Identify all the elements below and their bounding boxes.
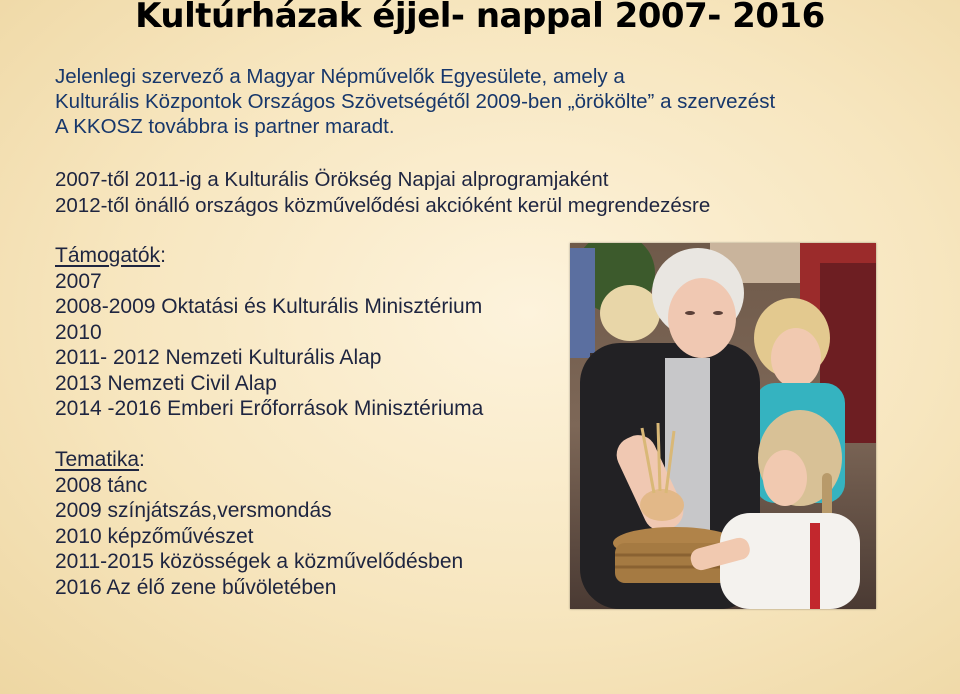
supporter-item: 2013 Nemzeti Civil Alap [55, 371, 277, 395]
theme-item: 2011-2015 közösségek a közművelődésben [55, 550, 464, 573]
supporters-heading: Támogatók: [55, 244, 166, 267]
program-history [55, 167, 935, 218]
supporter-item: 2010 [55, 320, 102, 344]
themes-section [55, 447, 575, 600]
supporter-item: 2007 [55, 269, 102, 293]
event-photo [570, 243, 876, 609]
slide-title: Kultúrházak éjjel- nappal 2007- 2016 [135, 0, 825, 36]
supporters-section [55, 243, 575, 422]
supporter-item: 2011- 2012 Nemzeti Kulturális Alap [55, 346, 382, 369]
theme-item: 2009 színjátszás,versmondás [55, 499, 332, 522]
intro-line: Kulturális Központok Országos Szövetségétől 2009-ben „örökölte” a szervezést [55, 90, 776, 113]
supporter-item: 2014 -2016 Emberi Erőforrások Minisztériuma [55, 397, 484, 420]
program-line: 2007-től 2011-ig a Kulturális Örökség Napjai alprogramjaként [55, 168, 609, 191]
themes-heading: Tematika: [55, 448, 145, 471]
theme-item: 2016 Az élő zene bűvöletében [55, 575, 337, 599]
theme-item: 2010 képzőművészet [55, 524, 254, 548]
intro-line: A KKOSZ továbbra is partner maradt. [55, 115, 395, 138]
intro-line: Jelenlegi szervező a Magyar Népművelők Egyesülete, amely a [55, 65, 625, 88]
supporter-item: 2008-2009 Oktatási és Kulturális Minisztérium [55, 295, 483, 318]
program-line: 2012-től önálló országos közművelődési akcióként kerül megrendezésre [55, 193, 711, 217]
theme-item: 2008 tánc [55, 473, 148, 497]
intro-paragraph [55, 64, 935, 139]
